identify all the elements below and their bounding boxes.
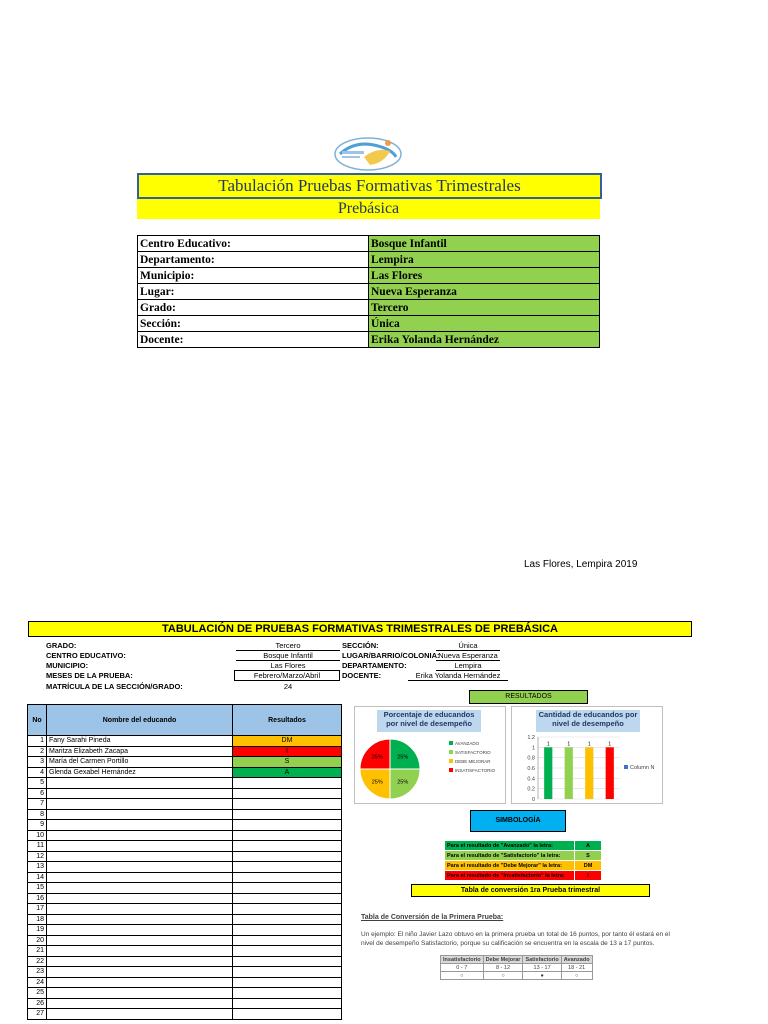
info-label: Centro Educativo:	[138, 236, 369, 252]
docente-label: DOCENTE:	[342, 671, 382, 680]
bar	[565, 747, 573, 799]
legend-entry: INSATISFACTORIO	[455, 768, 496, 773]
lugar-value: Nueva Esperanza	[436, 651, 500, 661]
pie-slice-label: 25%	[371, 779, 383, 786]
row-number: 3	[28, 757, 47, 768]
student-result	[233, 788, 342, 799]
table-row	[28, 746, 342, 757]
document-subtitle: Prebásica	[137, 199, 600, 219]
table-row	[28, 925, 342, 936]
simbologia-table	[444, 840, 602, 881]
student-name	[47, 914, 233, 925]
table-row	[28, 988, 342, 999]
row-number: 21	[28, 946, 47, 957]
table-row	[28, 736, 342, 747]
y-tick-label: 0.2	[527, 786, 535, 793]
info-row	[138, 252, 600, 268]
grado-label: GRADO:	[46, 641, 77, 650]
row-number: 15	[28, 883, 47, 894]
school-info-table	[137, 235, 600, 348]
bar	[585, 747, 593, 799]
student-result	[233, 883, 342, 894]
info-row	[138, 332, 600, 348]
table-row	[28, 862, 342, 873]
conversion-header: Satisfactorio	[523, 956, 561, 964]
conversion-label: Tabla de conversión 1ra Prueba trimestral	[411, 884, 650, 897]
table-row	[28, 820, 342, 831]
row-number: 24	[28, 977, 47, 988]
simbologia-code: I	[575, 871, 602, 881]
info-value: Erika Yolanda Hernández	[369, 332, 600, 348]
row-number: 16	[28, 893, 47, 904]
row-number: 14	[28, 872, 47, 883]
info-value: Única	[369, 316, 600, 332]
student-name	[47, 1009, 233, 1020]
conversion-header: Insatisfactorio	[441, 956, 484, 964]
simbologia-text: Para el resultado de "Insatisfactorio" la letra:	[445, 871, 575, 881]
student-result	[233, 809, 342, 820]
simbologia-code: DM	[575, 861, 602, 871]
municipio-value: Las Flores	[236, 661, 340, 671]
simbologia-code: A	[575, 841, 602, 851]
seccion-value: Única	[436, 641, 500, 651]
legend-swatch	[449, 750, 453, 754]
info-label: Docente:	[138, 332, 369, 348]
simbologia-text: Para el resultado de "Satisfactorio" la letra:	[445, 851, 575, 861]
table-row	[28, 977, 342, 988]
student-name	[47, 935, 233, 946]
meses-label: MESES DE LA PRUEBA:	[46, 671, 133, 680]
info-value: Nueva Esperanza	[369, 284, 600, 300]
simbologia-text: Para el resultado de "Avanzado" la letra:	[445, 841, 575, 851]
info-row	[138, 300, 600, 316]
table-row	[28, 778, 342, 789]
table-row	[28, 841, 342, 852]
row-number: 2	[28, 746, 47, 757]
legend-swatch	[449, 741, 453, 745]
bar-data-label: 1	[546, 741, 550, 748]
student-result: A	[233, 767, 342, 778]
student-name	[47, 851, 233, 862]
student-name	[47, 841, 233, 852]
conversion-header: Avanzado	[561, 956, 592, 964]
table-row	[28, 998, 342, 1009]
row-number: 18	[28, 914, 47, 925]
conversion-table	[440, 955, 593, 980]
docente-value: Erika Yolanda Hernández	[408, 671, 508, 681]
place-date: Las Flores, Lempira 2019	[524, 559, 638, 570]
y-tick-label: 0.4	[527, 776, 535, 783]
student-name: Glenda Gexabel Hernández	[47, 767, 233, 778]
student-result	[233, 935, 342, 946]
info-value: Lempira	[369, 252, 600, 268]
student-result	[233, 977, 342, 988]
sheet-title: TABULACIÓN DE PRUEBAS FORMATIVAS TRIMESTRALES DE PREBÁSICA	[28, 621, 692, 637]
row-number: 4	[28, 767, 47, 778]
student-name	[47, 946, 233, 957]
conversion-range: 13 - 17	[523, 964, 561, 972]
simbologia-row	[445, 861, 602, 871]
document-title: Tabulación Pruebas Formativas Trimestrales	[137, 173, 602, 199]
student-name	[47, 977, 233, 988]
y-tick-label: 1	[531, 745, 535, 752]
student-result	[233, 967, 342, 978]
bar-data-label: 1	[567, 741, 571, 748]
student-name	[47, 893, 233, 904]
student-name	[47, 872, 233, 883]
info-value: Tercero	[369, 300, 600, 316]
matricula-value: 24	[283, 682, 293, 691]
pie-chart-title: Porcentaje de educandos por nivel de desempeño	[377, 710, 481, 732]
student-result: DM	[233, 736, 342, 747]
bar	[606, 747, 614, 799]
row-number: 6	[28, 788, 47, 799]
lugar-label: LUGAR/BARRIO/COLONIA:	[342, 651, 440, 660]
simbologia-text: Para el resultado de "Debe Mejorar" la letra:	[445, 861, 575, 871]
table-row	[28, 893, 342, 904]
row-number: 1	[28, 736, 47, 747]
table-row	[28, 788, 342, 799]
info-row	[138, 268, 600, 284]
table-row	[28, 956, 342, 967]
conversion-text: Un ejemplo: El niño Javier Lazo obtuvo en la primera prueba un total de 16 puntos, por tanto él estará en el nivel de desempeño Satisfactorio, porque su calificación se encuentra en la escala de 13 a 17 puntos.	[361, 931, 670, 947]
student-result	[233, 914, 342, 925]
radio-circle-icon: ●	[523, 972, 561, 980]
table-row	[28, 830, 342, 841]
student-result	[233, 988, 342, 999]
table-row	[28, 914, 342, 925]
bar-data-label: 1	[587, 741, 591, 748]
student-name: María del Carmen Portillo	[47, 757, 233, 768]
student-name	[47, 925, 233, 936]
row-number: 12	[28, 851, 47, 862]
row-number: 26	[28, 998, 47, 1009]
student-result	[233, 778, 342, 789]
secretaria-logo-image	[334, 137, 402, 171]
table-row	[28, 851, 342, 862]
row-number: 5	[28, 778, 47, 789]
row-number: 19	[28, 925, 47, 936]
student-result	[233, 998, 342, 1009]
bar-data-label: 1	[608, 741, 612, 748]
depto-label: DEPARTAMENTO:	[342, 661, 407, 670]
col-header-result: Resultados	[233, 705, 342, 736]
student-result	[233, 1009, 342, 1020]
info-label: Municipio:	[138, 268, 369, 284]
student-name	[47, 820, 233, 831]
student-result	[233, 904, 342, 915]
row-number: 17	[28, 904, 47, 915]
student-result: I	[233, 746, 342, 757]
student-name	[47, 988, 233, 999]
student-name	[47, 830, 233, 841]
table-row	[28, 946, 342, 957]
meses-value: Febrero/Marzo/Abril	[234, 670, 340, 681]
y-tick-label: 0.6	[527, 766, 535, 772]
bar	[544, 747, 552, 799]
table-row	[28, 799, 342, 810]
municipio-label: MUNICIPIO:	[46, 661, 89, 670]
legend-swatch	[624, 765, 628, 769]
row-number: 23	[28, 967, 47, 978]
simbologia-row	[445, 841, 602, 851]
info-label: Grado:	[138, 300, 369, 316]
simbologia-row	[445, 871, 602, 881]
pie-chart-container	[354, 706, 506, 804]
row-number: 13	[28, 862, 47, 873]
table-row	[28, 809, 342, 820]
col-header-no: No	[28, 705, 47, 736]
bar-chart-title: Cantidad de educandos por nivel de desempeño	[536, 710, 640, 732]
student-result	[233, 851, 342, 862]
info-value: Bosque Infantil	[369, 236, 600, 252]
student-result	[233, 925, 342, 936]
grado-value: Tercero	[236, 641, 340, 651]
radio-circle-icon: ○	[561, 972, 592, 980]
info-label: Departamento:	[138, 252, 369, 268]
y-tick-label: 1.2	[527, 735, 535, 741]
col-header-name: Nombre del educando	[47, 705, 233, 736]
info-label: Lugar:	[138, 284, 369, 300]
centro-label: CENTRO EDUCATIVO:	[46, 651, 126, 660]
row-number: 9	[28, 820, 47, 831]
centro-value: Bosque Infantil	[236, 651, 340, 661]
y-tick-label: 0	[531, 797, 535, 803]
legend-entry: DEBE MEJORAR	[455, 759, 491, 764]
table-row	[28, 935, 342, 946]
student-name	[47, 799, 233, 810]
radio-circle-icon: ○	[483, 972, 523, 980]
student-name: Maritza Elizabeth Zacapa	[47, 746, 233, 757]
row-number: 25	[28, 988, 47, 999]
table-row	[28, 967, 342, 978]
info-value: Las Flores	[369, 268, 600, 284]
conversion-header: Debe Mejorar	[483, 956, 523, 964]
student-name	[47, 788, 233, 799]
student-name	[47, 778, 233, 789]
table-row	[28, 904, 342, 915]
table-row	[28, 872, 342, 883]
conversion-title: Tabla de Conversión de la Primera Prueba:	[361, 914, 504, 921]
table-row	[28, 883, 342, 894]
row-number: 11	[28, 841, 47, 852]
student-result	[233, 872, 342, 883]
simbologia-code: S	[575, 851, 602, 861]
row-number: 27	[28, 1009, 47, 1020]
bar-chart	[512, 707, 662, 803]
bar-chart-container	[511, 706, 663, 804]
info-label: Sección:	[138, 316, 369, 332]
legend-entry: AVANZADO	[455, 741, 480, 746]
student-result	[233, 956, 342, 967]
pie-slice-label: 25%	[397, 754, 409, 761]
table-row	[28, 757, 342, 768]
info-row	[138, 236, 600, 252]
legend-swatch	[449, 768, 453, 772]
student-name	[47, 956, 233, 967]
pie-slice-label: 25%	[371, 754, 383, 761]
student-result	[233, 862, 342, 873]
y-tick-label: 0.8	[527, 755, 535, 762]
student-name: Fany Sarahi Pineda	[47, 736, 233, 747]
student-name	[47, 809, 233, 820]
student-name	[47, 883, 233, 894]
student-result	[233, 830, 342, 841]
student-result: S	[233, 757, 342, 768]
pie-chart	[355, 707, 505, 803]
conversion-range: 8 - 12	[483, 964, 523, 972]
student-result	[233, 893, 342, 904]
legend-entry: Column N	[630, 765, 655, 771]
table-row	[28, 1009, 342, 1020]
student-name	[47, 967, 233, 978]
matricula-label: MATRÍCULA DE LA SECCIÓN/GRADO:	[46, 682, 183, 691]
table-row	[28, 767, 342, 778]
info-row	[138, 284, 600, 300]
conversion-range: 0 - 7	[441, 964, 484, 972]
student-result	[233, 820, 342, 831]
simbologia-label: SIMBOLOGÍA	[470, 810, 566, 832]
row-number: 10	[28, 830, 47, 841]
row-number: 8	[28, 809, 47, 820]
student-name	[47, 904, 233, 915]
row-number: 22	[28, 956, 47, 967]
info-row	[138, 316, 600, 332]
student-name	[47, 862, 233, 873]
student-name	[47, 998, 233, 1009]
radio-circle-icon: ○	[441, 972, 484, 980]
legend-entry: SATISFACTORIO	[455, 750, 491, 755]
results-label: RESULTADOS	[469, 690, 588, 704]
legend-swatch	[449, 759, 453, 763]
row-number: 7	[28, 799, 47, 810]
seccion-label: SECCIÓN:	[342, 641, 379, 650]
student-result	[233, 946, 342, 957]
student-result	[233, 799, 342, 810]
row-number: 20	[28, 935, 47, 946]
simbologia-row	[445, 851, 602, 861]
student-results-table	[27, 704, 342, 1020]
depto-value: Lempira	[436, 661, 500, 671]
student-result	[233, 841, 342, 852]
conversion-range: 18 - 21	[561, 964, 592, 972]
pie-slice-label: 25%	[397, 779, 409, 786]
